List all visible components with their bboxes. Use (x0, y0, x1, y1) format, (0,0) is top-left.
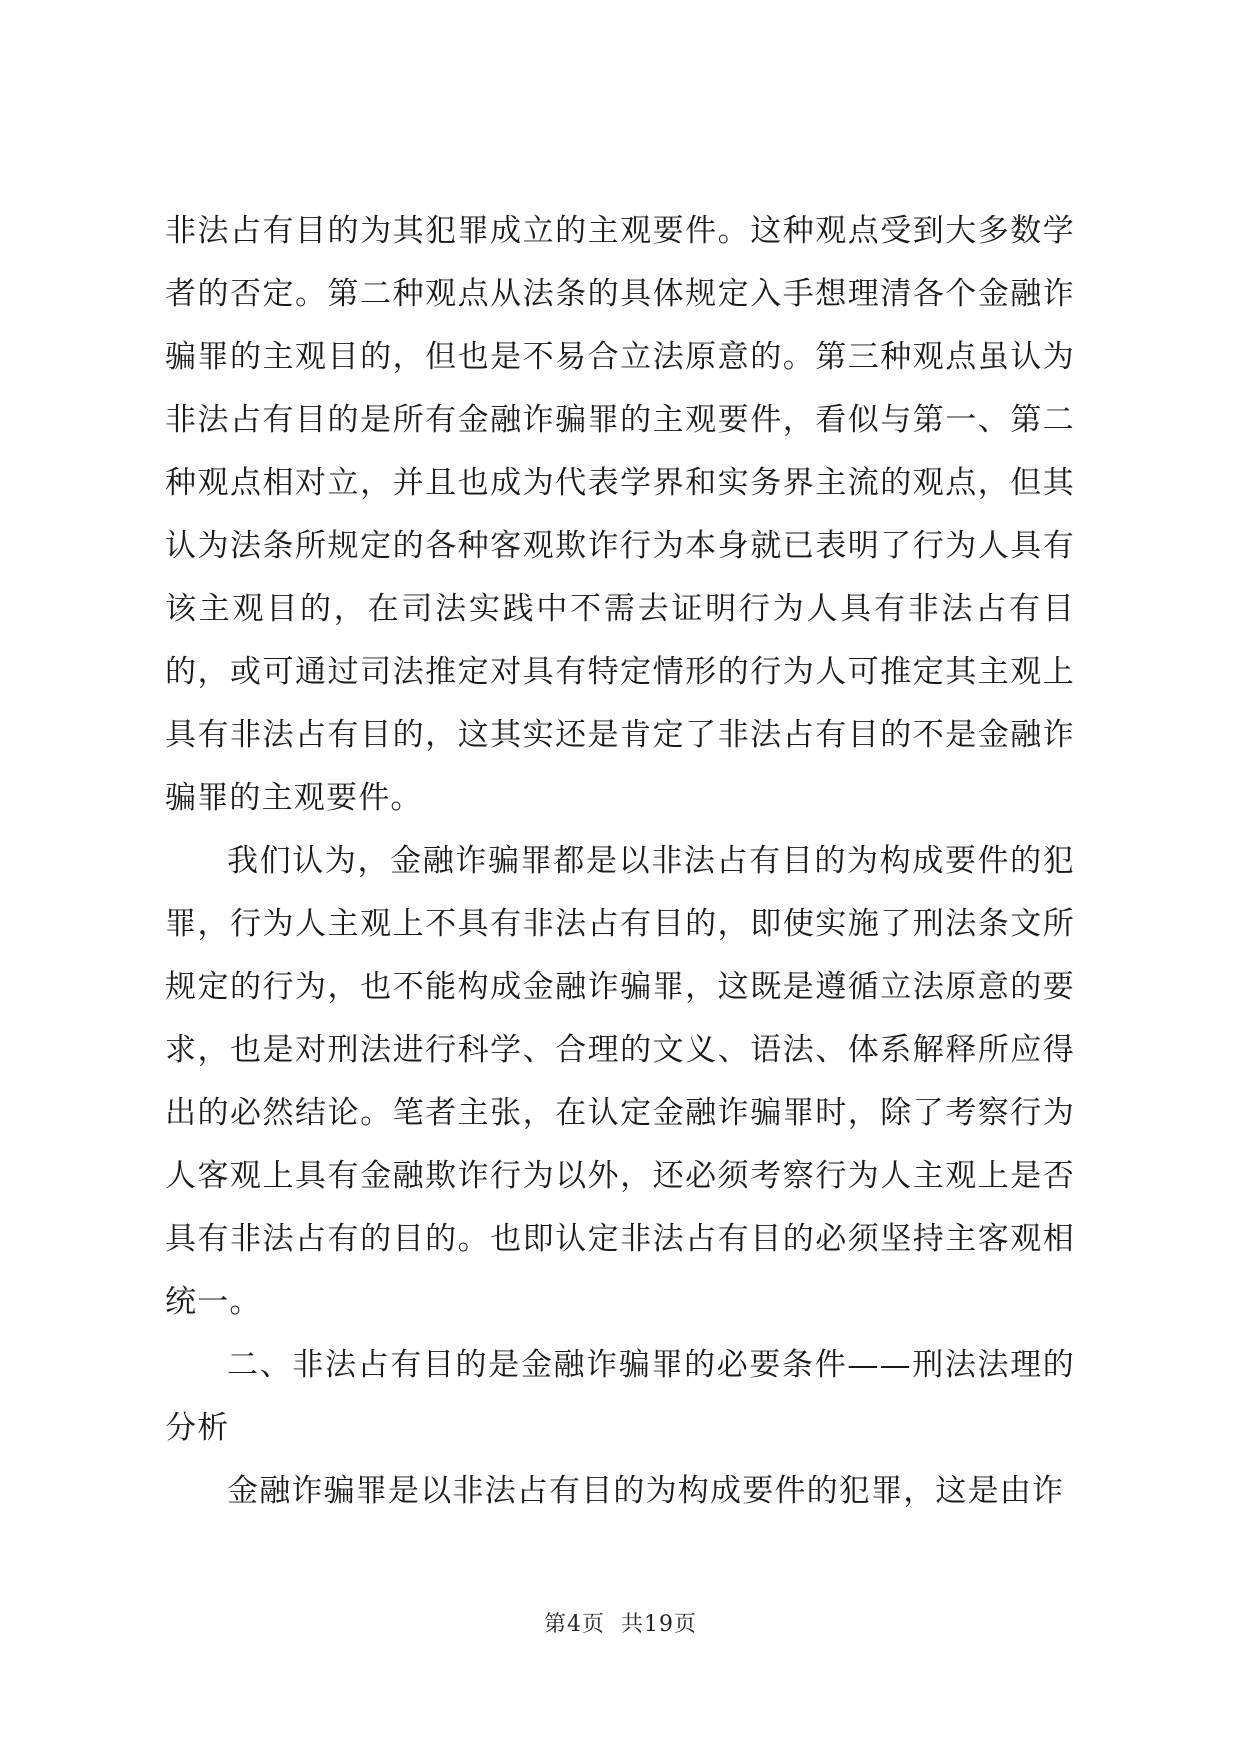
page-footer (0, 1610, 1241, 1640)
paragraph-continuation: 非法占有目的为其犯罪成立的主观要件。这种观点受到大多数学者的否定。第二种观点从法条的具体规定入手想理清各个金融诈骗罪的主观目的，但也是不易合立法原意的。第三种观点虽认为非法占有目的是所有金融诈骗罪的主观要件，看似与第一、第二种观点相对立，并且也成为代表学界和实务界主流的观点，但其认为法条所规定的各种客观欺诈行为本身就已表明了行为人具有该主观目的，在司法实践中不需去证明行为人具有非法占有目的，或可通过司法推定对具有特定情形的行为人可推定其主观上具有非法占有目的，这其实还是肯定了非法占有目的不是金融诈骗罪的主观要件。 (165, 213, 1075, 816)
paragraph-author-view: 我们认为，金融诈骗罪都是以非法占有目的为构成要件的犯罪，行为人主观上不具有非法占有目的，即使实施了刑法条文所规定的行为，也不能构成金融诈骗罪，这既是遵循立法原意的要求，也是对刑法进行科学、合理的文义、语法、体系解释所应得出的必然结论。笔者主张，在认定金融诈骗罪时，除了考察行为人客观上具有金融欺诈行为以外，还必须考察行为人主观上是否具有非法占有的目的。也即认定非法占有目的必须坚持主客观相统一。 (165, 843, 1075, 1320)
section-heading: 二、非法占有目的是金融诈骗罪的必要条件——刑法法理的分析 (165, 1347, 1075, 1446)
paragraph-section-intro: 金融诈骗罪是以非法占有目的为构成要件的犯罪，这是由诈 (227, 1473, 1065, 1509)
page-body (165, 200, 1075, 1523)
page-number: 第4页 (544, 1612, 605, 1637)
page-total: 共19页 (621, 1612, 697, 1637)
